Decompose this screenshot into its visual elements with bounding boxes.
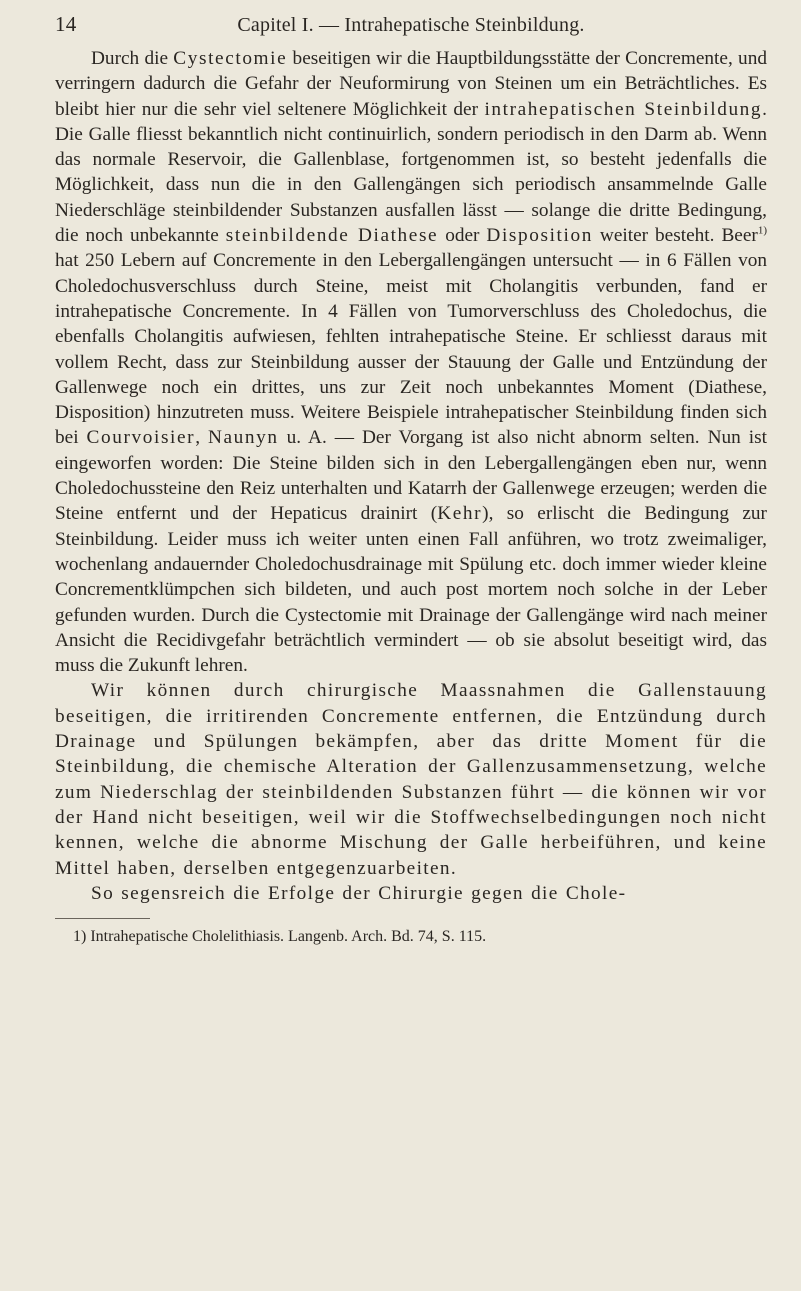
emphasized-text: Courvoisier <box>86 427 196 449</box>
text-run: Wir können durch chirurgische Maassnahmen die Gallenstauung beseitigen, die irritirenden Concremente entfernen, die Entzündung durch Drainage und Spülungen bekämpfen, aber das dritte Moment für die Steinbildung, die chemische Alteration der Gallenzusammensetzung, welche zum Niederschlag der steinbildenden Substanzen führt — die können wir vor der Hand nicht beseitigen, weil wir die Stoffwechselbedingungen noch nicht kennen, welche die abnorme Mischung der Galle herbeiführen, und keine Mittel haben, derselben entgegenzuarbeiten. <box>55 680 767 879</box>
text-run: hat 250 Lebern auf Concremente in den Lebergallengängen untersucht — in 6 Fällen von Choledochusverschluss durch Steine, meist mit Cholangitis verbunden, fand er intrahepatische Concremente. In 4 Fällen von Tumorverschluss des Choledochus, die ebenfalls Cholangitis aufwiesen, fehlten intrahepatische Steine. Er schliesst daraus mit vollem Recht, dass zur Steinbildung ausser der Stauung der Galle und Entzündung der Gallenwege noch ein drittes, uns zur Zeit noch unbekanntes Moment (Diathese, Disposition) hinzutreten muss. Weitere Beispiele intrahepatischer Steinbildung finden sich bei <box>55 250 767 449</box>
text-run: oder <box>438 225 487 247</box>
emphasized-text: Kehr <box>437 503 483 525</box>
emphasized-text: intrahepatischen Steinbildung <box>484 98 763 120</box>
paragraph <box>55 881 767 906</box>
text-run: , <box>195 427 208 449</box>
footnote <box>55 927 767 947</box>
text-run: So segensreich die Erfolge der Chirurgie gegen die Chole- <box>91 882 627 904</box>
text-run: weiter besteht. Beer <box>592 225 758 247</box>
running-title: Capitel I. — Intrahepatische Steinbildung. <box>237 14 585 36</box>
emphasized-text: steinbildende Diathese <box>225 225 439 247</box>
footnote-text: Intrahepatische Cholelithiasis. Langenb. Arch. Bd. 74, S. 115. <box>90 928 487 946</box>
footnote-rule <box>55 918 150 919</box>
text-run: . Die Galle fliesst bekanntlich nicht continuirlich, sondern periodisch in den Darm ab. Wenn das normale Reservoir, die Gallenblase, fortgenommen ist, so besteht jedenfalls die Möglichkeit, dass nun die in den Gallengängen sich periodisch ansammelnde Galle Niederschläge steinbildender Substanzen ausfallen lässt — solange die dritte Bedingung, die noch unbekannte <box>55 98 767 247</box>
footnote-reference: 1) <box>757 224 768 237</box>
text-run: Durch die <box>91 48 174 69</box>
text-run: u. A. — Der Vorgang ist also nicht abnorm selten. Nun ist eingeworfen worden: Die Steine bilden sich in den Lebergallengängen eben nur, wenn Choledochussteine den Reiz unterhalten und Katarrh der Gallenwege erzeugen; werden die Steine entfernt und der Hepaticus drainirt ( <box>55 427 767 525</box>
text-run: ), so erlischt die Bedingung zur Steinbildung. Leider muss ich weiter unten einen Fall anführen, wo trotz zweimaliger, wochenlang andauernder Choledochusdrainage mit Spülung etc. doch immer wieder kleine Concrementklümpchen sich bildeten, und auch post mortem noch solche in der Leber gefunden wurden. Durch die Cystectomie mit Drainage der Gallengänge wird nach meiner Ansicht die Recidivgefahr beträchtlich vermindert — ob sie absolut beseitigt wird, das muss die Zukunft lehren. <box>55 503 767 677</box>
footnote-marker: 1) <box>73 928 87 946</box>
emphasized-text: Cystectomie <box>173 48 288 69</box>
emphasized-text: Disposition <box>486 225 593 247</box>
paragraph <box>55 678 767 880</box>
running-head <box>55 12 767 40</box>
text-run: beseitigen wir die Hauptbildungsstätte der Concremente, und verringern dadurch die Gefahr der Neuformirung von Steinen um ein Beträchtliches. Es bleibt hier nur die sehr viel seltenere Möglichkeit der <box>55 48 767 120</box>
page-number: 14 <box>55 12 77 36</box>
emphasized-text: Naunyn <box>208 427 279 449</box>
paragraph <box>55 46 767 678</box>
body-text <box>55 46 767 906</box>
